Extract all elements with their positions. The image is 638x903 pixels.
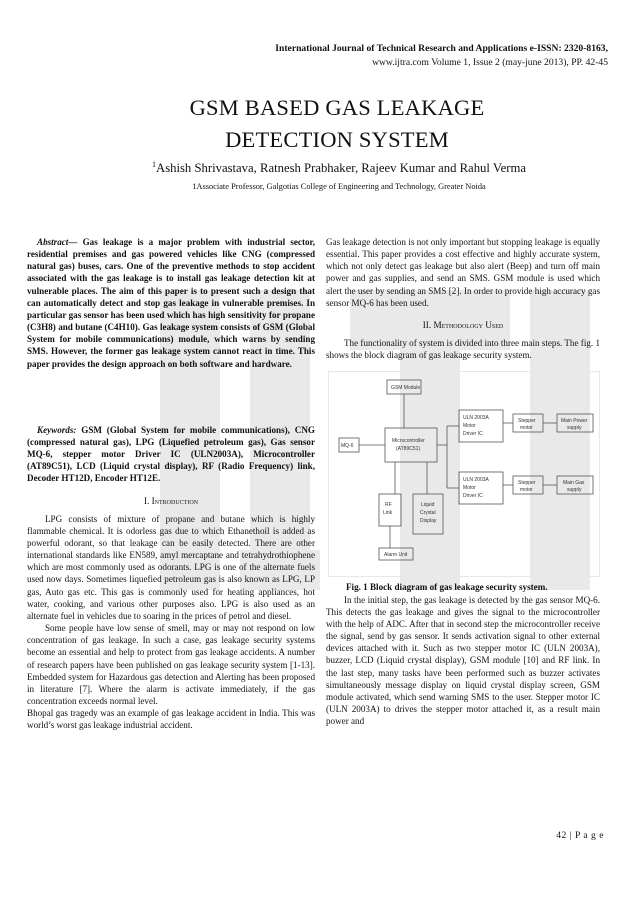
section-heading-methodology	[326, 319, 600, 331]
rf-label-1: RF	[385, 502, 392, 509]
right-column	[326, 236, 600, 727]
uln-b-label-2: Motor	[463, 485, 476, 492]
right-paragraph-2: In the initial step, the gas leakage is detected by the gas sensor MQ-6. This detects the gas leakage and gives the signal to the microcontroller with the help of ADC. After that in second step the microcontroller receive the signal, send by gas sensor. It sends activation signal to other external devices attached with it. Such as two stepper motor IC (ULN 2003A), buzzer, LCD (Liquid crystal display), GSM module [10] and RF link. In the last step, many tasks have been performed such as buzzer activates simultaneously message display on liquid crystal display screen, GSM module activated, which send warning SMS to the user. Stepper motor IC (ULN 2003A) to drives the stepper motor attached it, as a result main power and	[326, 594, 600, 727]
gsm-label: GSM Module	[391, 385, 421, 392]
main-gas-label-2: supply	[567, 487, 582, 494]
abstract-text: Gas leakage is a major problem with industrial sector, residential premises and gas powered vehicles like CNG (compressed natural gas) buses, cars. One of the preventive methods to stop accident associated with the gas leakage is to install gas leakage detection kit at vulnerable places. The aim of this paper is to present such a design that can automatically detect and stop gas leakage in vulnerable premises. In particular gas sensor has been used which has high sensitivity for propane (C3H8) and butane (C4H10). Gas leakage system consists of GSM (Global System for mobile communications) module, which warns by sending SMS. However, the former gas leakage system cannot react in time. This paper provides the design approach on both software and hardware.	[27, 237, 315, 369]
journal-volume: www.ijtra.com Volume 1, Issue 2 (may-june 2013), PP. 42-45	[372, 57, 608, 68]
uln-b-label-3: Driver IC	[463, 493, 483, 500]
intro-paragraph-1: LPG consists of mixture of propane and butane which is highly flammable chemical. It is odorless gas due to which Ethanethoil is added as powerful odorant, so that leakage can be easily detected. There are other international standards like EN589, amyl mercaptane and tetrahydrothiophene which are most commonly used as odorants. LPG is one of the alternate fuels used now days. Sometimes liquefied petroleum gas is also known as LPG, LP gas, Auto gas etc. This gas is commonly used for heating appliances, hot water, cooking, and various other purposes also. LPG is also used as an alternate fuel in vehicles due to soaring in the prices of petrol and diesel.	[27, 513, 315, 621]
section-heading-introduction	[27, 495, 315, 507]
title-line-2: DETECTION SYSTEM	[225, 127, 449, 152]
main-power-label-2: supply	[567, 425, 582, 432]
main-power-label-1: Main Power	[561, 418, 588, 425]
right-paragraph-1: Gas leakage detection is not only important but stopping leakage is equally essential. This paper provides a cost effective and highly accurate system, which not only detect gas leakage but also alert (Beep) and turn off main power and gas supplies, and send an SMS. GSM module is used which alert the user by sending an SMS [2]. In order to provide high accuracy gas sensor MQ-6 has been used.	[326, 237, 600, 308]
intro-paragraph-3: Bhopal gas tragedy was an example of gas leakage accident in India. This was world’s worst gas leakage industrial accident.	[27, 708, 315, 731]
authors-names: Ashish Shrivastava, Ratnesh Prabhaker, Rajeev Kumar and Rahul Verma	[156, 161, 526, 176]
abstract	[27, 236, 315, 370]
lcd-label-2: Crystal	[420, 510, 436, 517]
paper-title	[0, 92, 638, 156]
page-number: 42 | P a g e	[556, 830, 604, 841]
uln-a-label-2: Motor	[463, 423, 476, 430]
microcontroller-block	[385, 428, 437, 462]
mcu-label-2: (AT89C51)	[396, 446, 421, 453]
stepper-b-label-2: motor	[520, 487, 533, 494]
rf-label-2: Link	[383, 510, 393, 517]
section-number: I.	[143, 495, 152, 506]
section-title: Methodology Used	[433, 319, 504, 330]
section-title: Introduction	[151, 495, 199, 506]
left-column	[27, 236, 315, 731]
mq6-label: MQ-6	[341, 443, 354, 450]
uln-a-label-1: ULN 2003A	[463, 415, 489, 422]
methodology-paragraph: The functionality of system is divided into three main steps. The fig. 1 shows the block diagram of gas leakage security system.	[326, 338, 600, 361]
lcd-label-3: Display	[420, 518, 437, 525]
block-diagram-figure	[328, 371, 600, 577]
title-line-1: GSM BASED GAS LEAKAGE	[189, 95, 485, 120]
keywords-label: Keywords:	[37, 424, 77, 435]
intro-paragraph-2: Some people have low sense of smell, may or may not respond on low concentration of gas leakage. In such a case, gas leakage security systems become an essential and help to protect from gas leakage accidents. A number of research papers have been published on gas leakage security system [1-13]. Embedded system for Hazardous gas detection and Alerting has been proposed in literature [7]. Where the alarm is activate immediately, if the gas concentration exceeds normal level.	[27, 623, 315, 706]
alarm-label: Alarm Unit	[384, 552, 408, 559]
authors	[0, 160, 638, 176]
authors-superscript: 1	[152, 160, 157, 169]
section-number: II.	[422, 319, 434, 330]
stepper-b-label-1: Stepper	[518, 480, 536, 487]
block-diagram	[329, 372, 599, 576]
abstract-label: Abstract—	[37, 237, 78, 247]
stepper-a-label-1: Stepper	[518, 418, 536, 425]
figure-caption: Fig. 1 Block diagram of gas leakage security system.	[346, 582, 548, 593]
stepper-a-label-2: motor	[520, 425, 533, 432]
journal-name: International Journal of Technical Research and Applications e-ISSN: 2320-8163,	[275, 43, 608, 54]
mcu-label-1: Microcontroller	[392, 438, 425, 445]
main-gas-label-1: Main Gas	[563, 480, 585, 487]
journal-header	[168, 42, 608, 70]
uln-b-label-1: ULN 2003A	[463, 477, 489, 484]
lcd-label-1: Liquid	[421, 502, 435, 509]
uln-a-label-3: Driver IC	[463, 431, 483, 438]
affiliation: 1Associate Professor, Galgotias College of Engineering and Technology, Greater Noida	[192, 182, 486, 191]
keywords	[27, 424, 315, 485]
keywords-text: GSM (Global System for mobile communications), CNG (compressed natural gas), LPG (Liquefied petroleum gas), Gas sensor MQ-6, stepper motor Driver IC (ULN2003A), Microcontroller (AT89C51), LCD (Liquid crystal display), RF (Radio Frequency) link, Decoder HT12D, Encoder HT12E.	[27, 424, 315, 484]
